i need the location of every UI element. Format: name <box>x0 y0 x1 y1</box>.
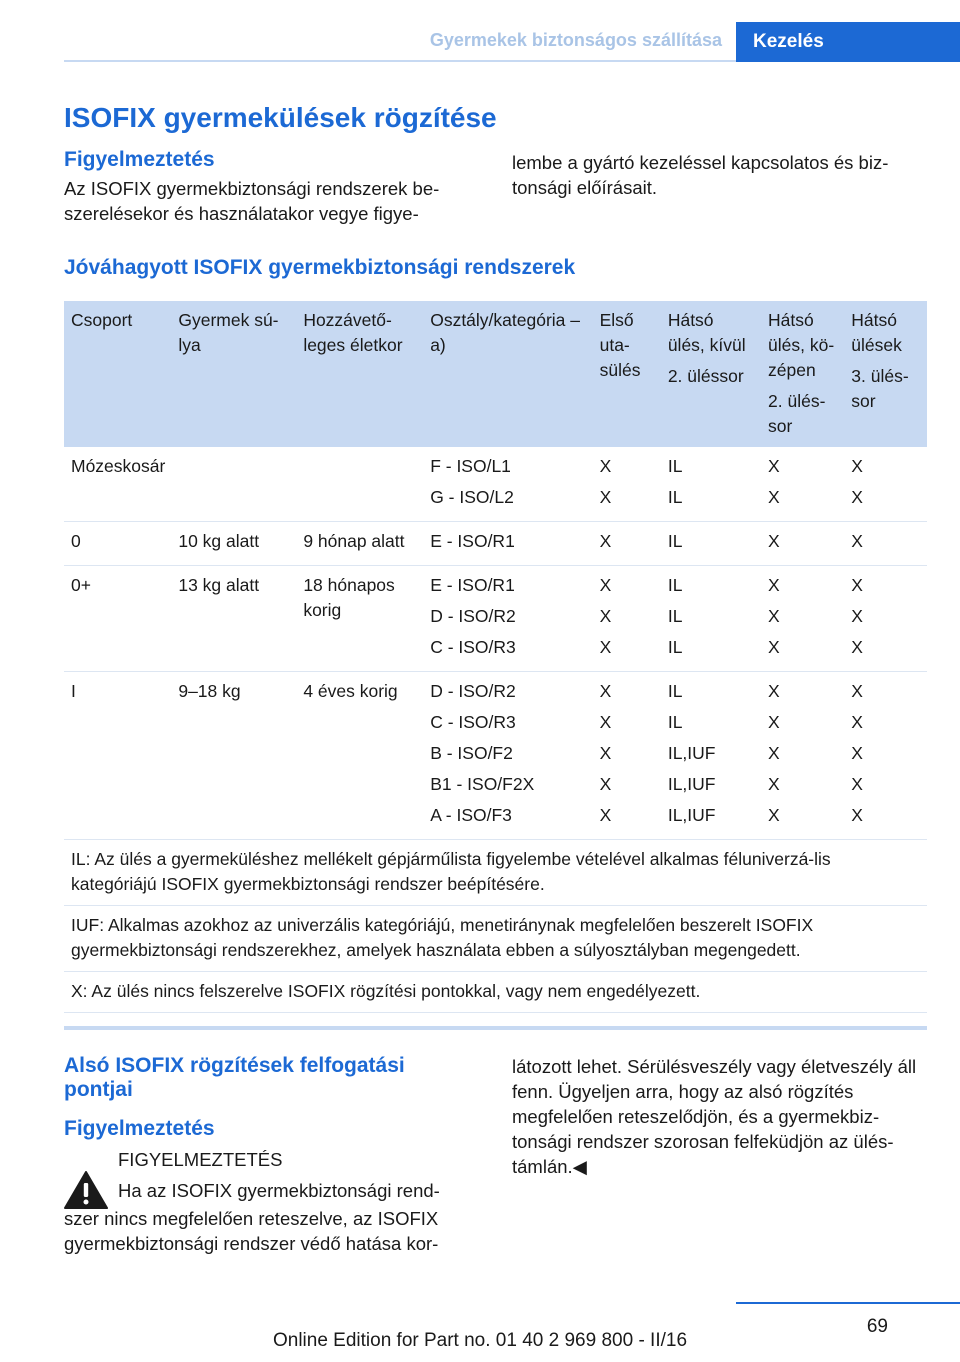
cell-class-line: D - ISO/R2 <box>430 681 516 701</box>
header-rule <box>64 60 736 62</box>
cell-rear-3rd-row <box>844 522 927 566</box>
cell-rear-center-line: X <box>768 681 780 701</box>
cell-rear-center-line: X <box>768 487 780 507</box>
cell-rear-outer-line: IL <box>667 637 683 657</box>
isofix-table <box>64 301 927 1013</box>
table-row <box>64 566 927 672</box>
cell-class <box>423 672 592 840</box>
cell-front-seat-line: X <box>599 743 612 763</box>
table-row <box>64 672 927 840</box>
cell-front-seat <box>593 447 661 522</box>
cell-age-text: 4 éves korig <box>303 681 398 701</box>
cell-rear-outer-line: IL <box>667 531 683 551</box>
cell-rear-outer-line: IL <box>667 487 683 507</box>
cell-group <box>64 672 171 840</box>
cell-age <box>296 672 423 840</box>
cell-rear-3rd-row-line: X <box>851 774 863 794</box>
table-note: IL: Az ülés a gyermeküléshez mellékelt gépjárműlista figyelembe vételével alkalmas féluniverzá-lis kategóriájú ISOFIX gyermekbiztonsági rendszer beépítésére. <box>64 840 927 906</box>
cell-rear-3rd-row <box>844 447 927 522</box>
cell-rear-3rd-row-line: X <box>851 681 863 701</box>
cell-class-line: C - ISO/R3 <box>430 712 516 732</box>
cell-group-text: Mózeskosár <box>71 456 166 476</box>
warning2-text-right: látozott lehet. Sérülésveszély vagy életveszély áll fenn. Ügyeljen arra, hogy az alsó rögzítés megfelelően reteszelődjön, és a gyermekbiz-tonsági rendszer szorosan felfeküdjön az ülés-támlán.◀ <box>512 1056 917 1177</box>
cell-front-seat-line: X <box>599 712 612 732</box>
warning2-heading: Figyelmeztetés <box>64 1117 215 1140</box>
cell-group <box>64 522 171 566</box>
table-note: X: Az ülés nincs felszerelve ISOFIX rögzítési pontokkal, vagy nem engedélyezett. <box>64 972 927 1013</box>
cell-rear-center-line: X <box>768 743 780 763</box>
cell-front-seat <box>593 672 661 840</box>
cell-front-seat-line: X <box>599 774 612 794</box>
header-class: Osztály/kategória – a) <box>423 301 592 447</box>
cell-rear-outer-line: IL,IUF <box>667 774 716 794</box>
cell-weight <box>171 522 296 566</box>
cell-rear-3rd-row-line: X <box>851 712 863 732</box>
cell-rear-3rd-row-line: X <box>851 487 863 507</box>
cell-rear-center-line: X <box>768 575 780 595</box>
section2-right-column <box>512 1054 927 1179</box>
page-number-rule <box>736 1302 960 1304</box>
cell-front-seat <box>593 566 661 672</box>
cell-weight <box>171 672 296 840</box>
cell-rear-outer-line: IL,IUF <box>667 743 716 763</box>
table-note-row <box>64 840 927 906</box>
table-header-row <box>64 301 927 447</box>
page-header <box>0 0 960 62</box>
cell-weight-text: 9–18 kg <box>178 681 241 701</box>
warning2-text-rest: szer nincs megfelelően reteszelve, az ISOFIX gyermekbiztonsági rendszer védő hatása kor- <box>64 1208 439 1254</box>
cell-front-seat-line: X <box>599 637 612 657</box>
cell-rear-outer-line: IL,IUF <box>667 805 716 825</box>
header-section-title: Gyermekek biztonságos szállítása <box>429 30 722 50</box>
table-note-row <box>64 972 927 1013</box>
cell-rear-center-line: X <box>768 456 780 476</box>
cell-rear-outer-line: IL <box>667 456 683 476</box>
table-row <box>64 522 927 566</box>
warning1-text-right: lembe a gyártó kezeléssel kapcsolatos és biz-tonsági előírásait. <box>512 152 889 198</box>
cell-weight-text: 13 kg alatt <box>178 575 260 595</box>
cell-rear-3rd-row <box>844 566 927 672</box>
table-bottom-rule <box>64 1026 927 1030</box>
section2-left-column <box>64 1054 474 1256</box>
cell-rear-center <box>761 672 844 840</box>
cell-rear-3rd-row-line: X <box>851 637 863 657</box>
header-rear-outer: Hátsó ülés, kívül 2. üléssor <box>661 301 761 447</box>
header-group: Csoport <box>64 301 171 447</box>
cell-class-line: D - ISO/R2 <box>430 606 516 626</box>
page-title: ISOFIX gyermekülések rögzítése <box>64 102 497 133</box>
cell-rear-outer-line: IL <box>667 712 683 732</box>
header-rear-3rd-row: Hátsó ülések 3. ülés-sor <box>844 301 927 447</box>
cell-class-line: E - ISO/R1 <box>430 531 515 551</box>
cell-front-seat-line: X <box>599 575 612 595</box>
cell-rear-center-line: X <box>768 712 780 732</box>
cell-front-seat-line: X <box>599 487 612 507</box>
table-heading: Jóváhagyott ISOFIX gyermekbiztonsági rendszerek <box>64 256 576 279</box>
table-row <box>64 447 927 522</box>
warning2-label: FIGYELMEZTETÉS <box>118 1149 283 1170</box>
cell-front-seat <box>593 522 661 566</box>
cell-group-text: 0+ <box>71 575 91 595</box>
section2-heading: Alsó ISOFIX rögzítések felfogatási pontjai <box>64 1054 405 1101</box>
cell-weight <box>171 447 296 522</box>
cell-rear-outer-line: IL <box>667 681 683 701</box>
cell-rear-3rd-row-line: X <box>851 456 863 476</box>
cell-group <box>64 566 171 672</box>
header-chapter-tab[interactable]: Kezelés <box>736 22 960 62</box>
cell-class-line: B1 - ISO/F2X <box>430 774 535 794</box>
cell-rear-outer-line: IL <box>667 606 683 626</box>
warning-triangle-icon <box>64 1170 108 1210</box>
cell-rear-center <box>761 566 844 672</box>
cell-rear-outer <box>661 566 761 672</box>
cell-rear-3rd-row <box>844 672 927 840</box>
warning1-left-column <box>64 148 474 226</box>
cell-rear-center-line: X <box>768 606 780 626</box>
cell-weight-text: 10 kg alatt <box>178 531 260 551</box>
table-note-row <box>64 906 927 972</box>
cell-class-line: F - ISO/L1 <box>430 456 511 476</box>
cell-weight <box>171 566 296 672</box>
header-front-seat: Első uta-sülés <box>593 301 661 447</box>
cell-group-text: I <box>71 681 76 701</box>
cell-group <box>64 447 171 522</box>
cell-rear-center-line: X <box>768 637 780 657</box>
warning1-heading: Figyelmeztetés <box>64 148 215 171</box>
cell-group-text: 0 <box>71 531 81 551</box>
cell-rear-center-line: X <box>768 805 780 825</box>
page-number: 69 <box>866 1316 888 1337</box>
cell-rear-center <box>761 522 844 566</box>
cell-rear-center-line: X <box>768 774 780 794</box>
cell-rear-outer <box>661 447 761 522</box>
header-age: Hozzávető-leges életkor <box>296 301 423 447</box>
cell-class <box>423 447 592 522</box>
cell-rear-outer <box>661 522 761 566</box>
cell-rear-outer-line: IL <box>667 575 683 595</box>
cell-rear-3rd-row-line: X <box>851 531 863 551</box>
cell-class-line: B - ISO/F2 <box>430 743 513 763</box>
cell-age-text: 18 hónapos korig <box>303 575 395 620</box>
warning1-text-left: Az ISOFIX gyermekbiztonsági rendszerek be-szerelésekor és használatakor vegye figye- <box>64 178 440 224</box>
table-note: IUF: Alkalmas azokhoz az univerzális kategóriájú, menetiránynak megfelelően beszerelt ISOFIX gyermekbiztonsági rendszerekhez, amelyek használata ebben a súlyosztályban megengedett. <box>64 906 927 972</box>
cell-class <box>423 566 592 672</box>
cell-front-seat-line: X <box>599 606 612 626</box>
cell-rear-center-line: X <box>768 531 780 551</box>
cell-front-seat-line: X <box>599 805 612 825</box>
cell-age-text: 9 hónap alatt <box>303 531 405 551</box>
cell-rear-center <box>761 447 844 522</box>
cell-age <box>296 447 423 522</box>
footer-edition: Online Edition for Part no. 01 40 2 969 800 - II/16 <box>272 1330 688 1351</box>
header-weight: Gyermek sú-lya <box>171 301 296 447</box>
cell-age <box>296 566 423 672</box>
cell-front-seat-line: X <box>599 531 612 551</box>
cell-rear-3rd-row-line: X <box>851 743 863 763</box>
warning1-right-column <box>512 150 927 200</box>
cell-rear-3rd-row-line: X <box>851 575 863 595</box>
cell-front-seat-line: X <box>599 681 612 701</box>
cell-rear-3rd-row-line: X <box>851 606 863 626</box>
cell-class-line: C - ISO/R3 <box>430 637 516 657</box>
cell-class-line: G - ISO/L2 <box>430 487 514 507</box>
header-rear-center: Hátsó ülés, kö-zépen 2. ülés-sor <box>761 301 844 447</box>
cell-front-seat-line: X <box>599 456 612 476</box>
cell-class-line: A - ISO/F3 <box>430 805 512 825</box>
cell-rear-3rd-row-line: X <box>851 805 863 825</box>
cell-class-line: E - ISO/R1 <box>430 575 515 595</box>
warning2-text-first-line: Ha az ISOFIX gyermekbiztonsági rend- <box>118 1180 440 1201</box>
cell-class <box>423 522 592 566</box>
cell-age <box>296 522 423 566</box>
cell-rear-outer <box>661 672 761 840</box>
